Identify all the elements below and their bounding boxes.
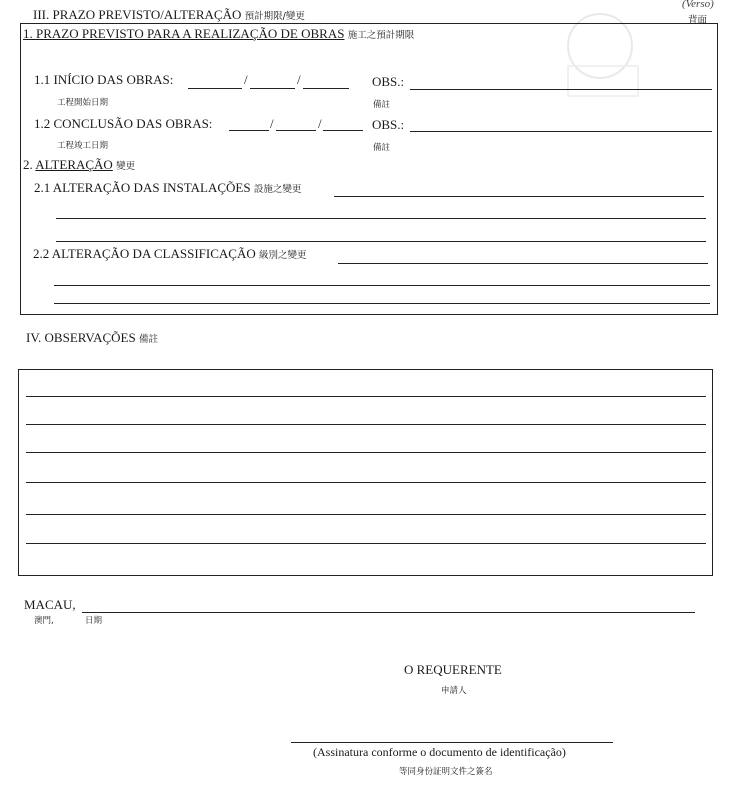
observations-line[interactable] <box>26 452 706 453</box>
end-month-field[interactable] <box>276 130 316 131</box>
start-year-field[interactable] <box>303 88 349 89</box>
observations-line[interactable] <box>26 396 706 397</box>
subsection-2-title: 2. ALTERAÇÃO 變更 <box>23 157 136 172</box>
subsection-1-title: 1. PRAZO PREVISTO PARA A REALIZAÇÃO DE OBRAS 施工之預計期限 <box>23 26 415 41</box>
installations-change-field[interactable] <box>56 218 706 219</box>
classification-change-label: 2.2 ALTERAÇÃO DA CLASSIFICAÇÃO 級別之變更 <box>33 246 307 261</box>
start-day-field[interactable] <box>188 88 242 89</box>
start-obs-field[interactable] <box>410 89 712 90</box>
end-date-label: 1.2 CONCLUSÃO DAS OBRAS: <box>34 116 213 131</box>
observations-box <box>18 369 713 576</box>
date-label-cn: 日期 <box>85 616 103 626</box>
verso-label: (Verso) <box>682 0 714 10</box>
signature-field[interactable] <box>291 742 613 743</box>
applicant-label-cn: 申請人 <box>441 686 467 696</box>
start-date-label-cn: 工程開始日期 <box>57 98 109 108</box>
end-obs-label-cn: 備註 <box>373 143 391 153</box>
start-date-label: 1.1 INÍCIO DAS OBRAS: <box>34 72 174 87</box>
observations-line[interactable] <box>26 514 706 515</box>
classification-change-field[interactable] <box>54 285 710 286</box>
start-month-field[interactable] <box>250 88 295 89</box>
end-date-label-cn: 工程竣工日期 <box>57 141 109 151</box>
date-field[interactable] <box>82 612 695 613</box>
date-separator: / <box>270 116 274 131</box>
date-separator: / <box>318 116 322 131</box>
place-label-cn: 澳門, <box>34 616 54 626</box>
start-obs-label: OBS.: <box>372 74 405 89</box>
classification-change-field[interactable] <box>54 303 710 304</box>
end-obs-label: OBS.: <box>372 117 405 132</box>
end-obs-field[interactable] <box>410 131 712 132</box>
installations-change-field[interactable] <box>334 196 704 197</box>
end-day-field[interactable] <box>229 130 269 131</box>
signature-note: (Assinatura conforme o documento de identificação) <box>313 745 566 759</box>
observations-line[interactable] <box>26 424 706 425</box>
observations-line[interactable] <box>26 543 706 544</box>
end-year-field[interactable] <box>323 130 363 131</box>
installations-change-label: 2.1 ALTERAÇÃO DAS INSTALAÇÕES 設施之變更 <box>34 180 302 195</box>
classification-change-field[interactable] <box>338 263 708 264</box>
installations-change-field[interactable] <box>56 241 706 242</box>
section-4-title: IV. OBSERVAÇÕES 備註 <box>26 330 158 345</box>
verso-label-cn: 背面 <box>688 15 708 26</box>
applicant-label: O REQUERENTE <box>404 662 502 677</box>
observations-line[interactable] <box>26 482 706 483</box>
place-label: MACAU, <box>24 597 76 612</box>
date-separator: / <box>244 72 248 87</box>
start-obs-label-cn: 備註 <box>373 100 391 110</box>
date-separator: / <box>297 72 301 87</box>
section-3-title: III. PRAZO PREVISTO/ALTERAÇÃO 預計期限/變更 <box>33 7 305 22</box>
signature-note-cn: 等同身份証明文件之簽名 <box>399 767 493 777</box>
